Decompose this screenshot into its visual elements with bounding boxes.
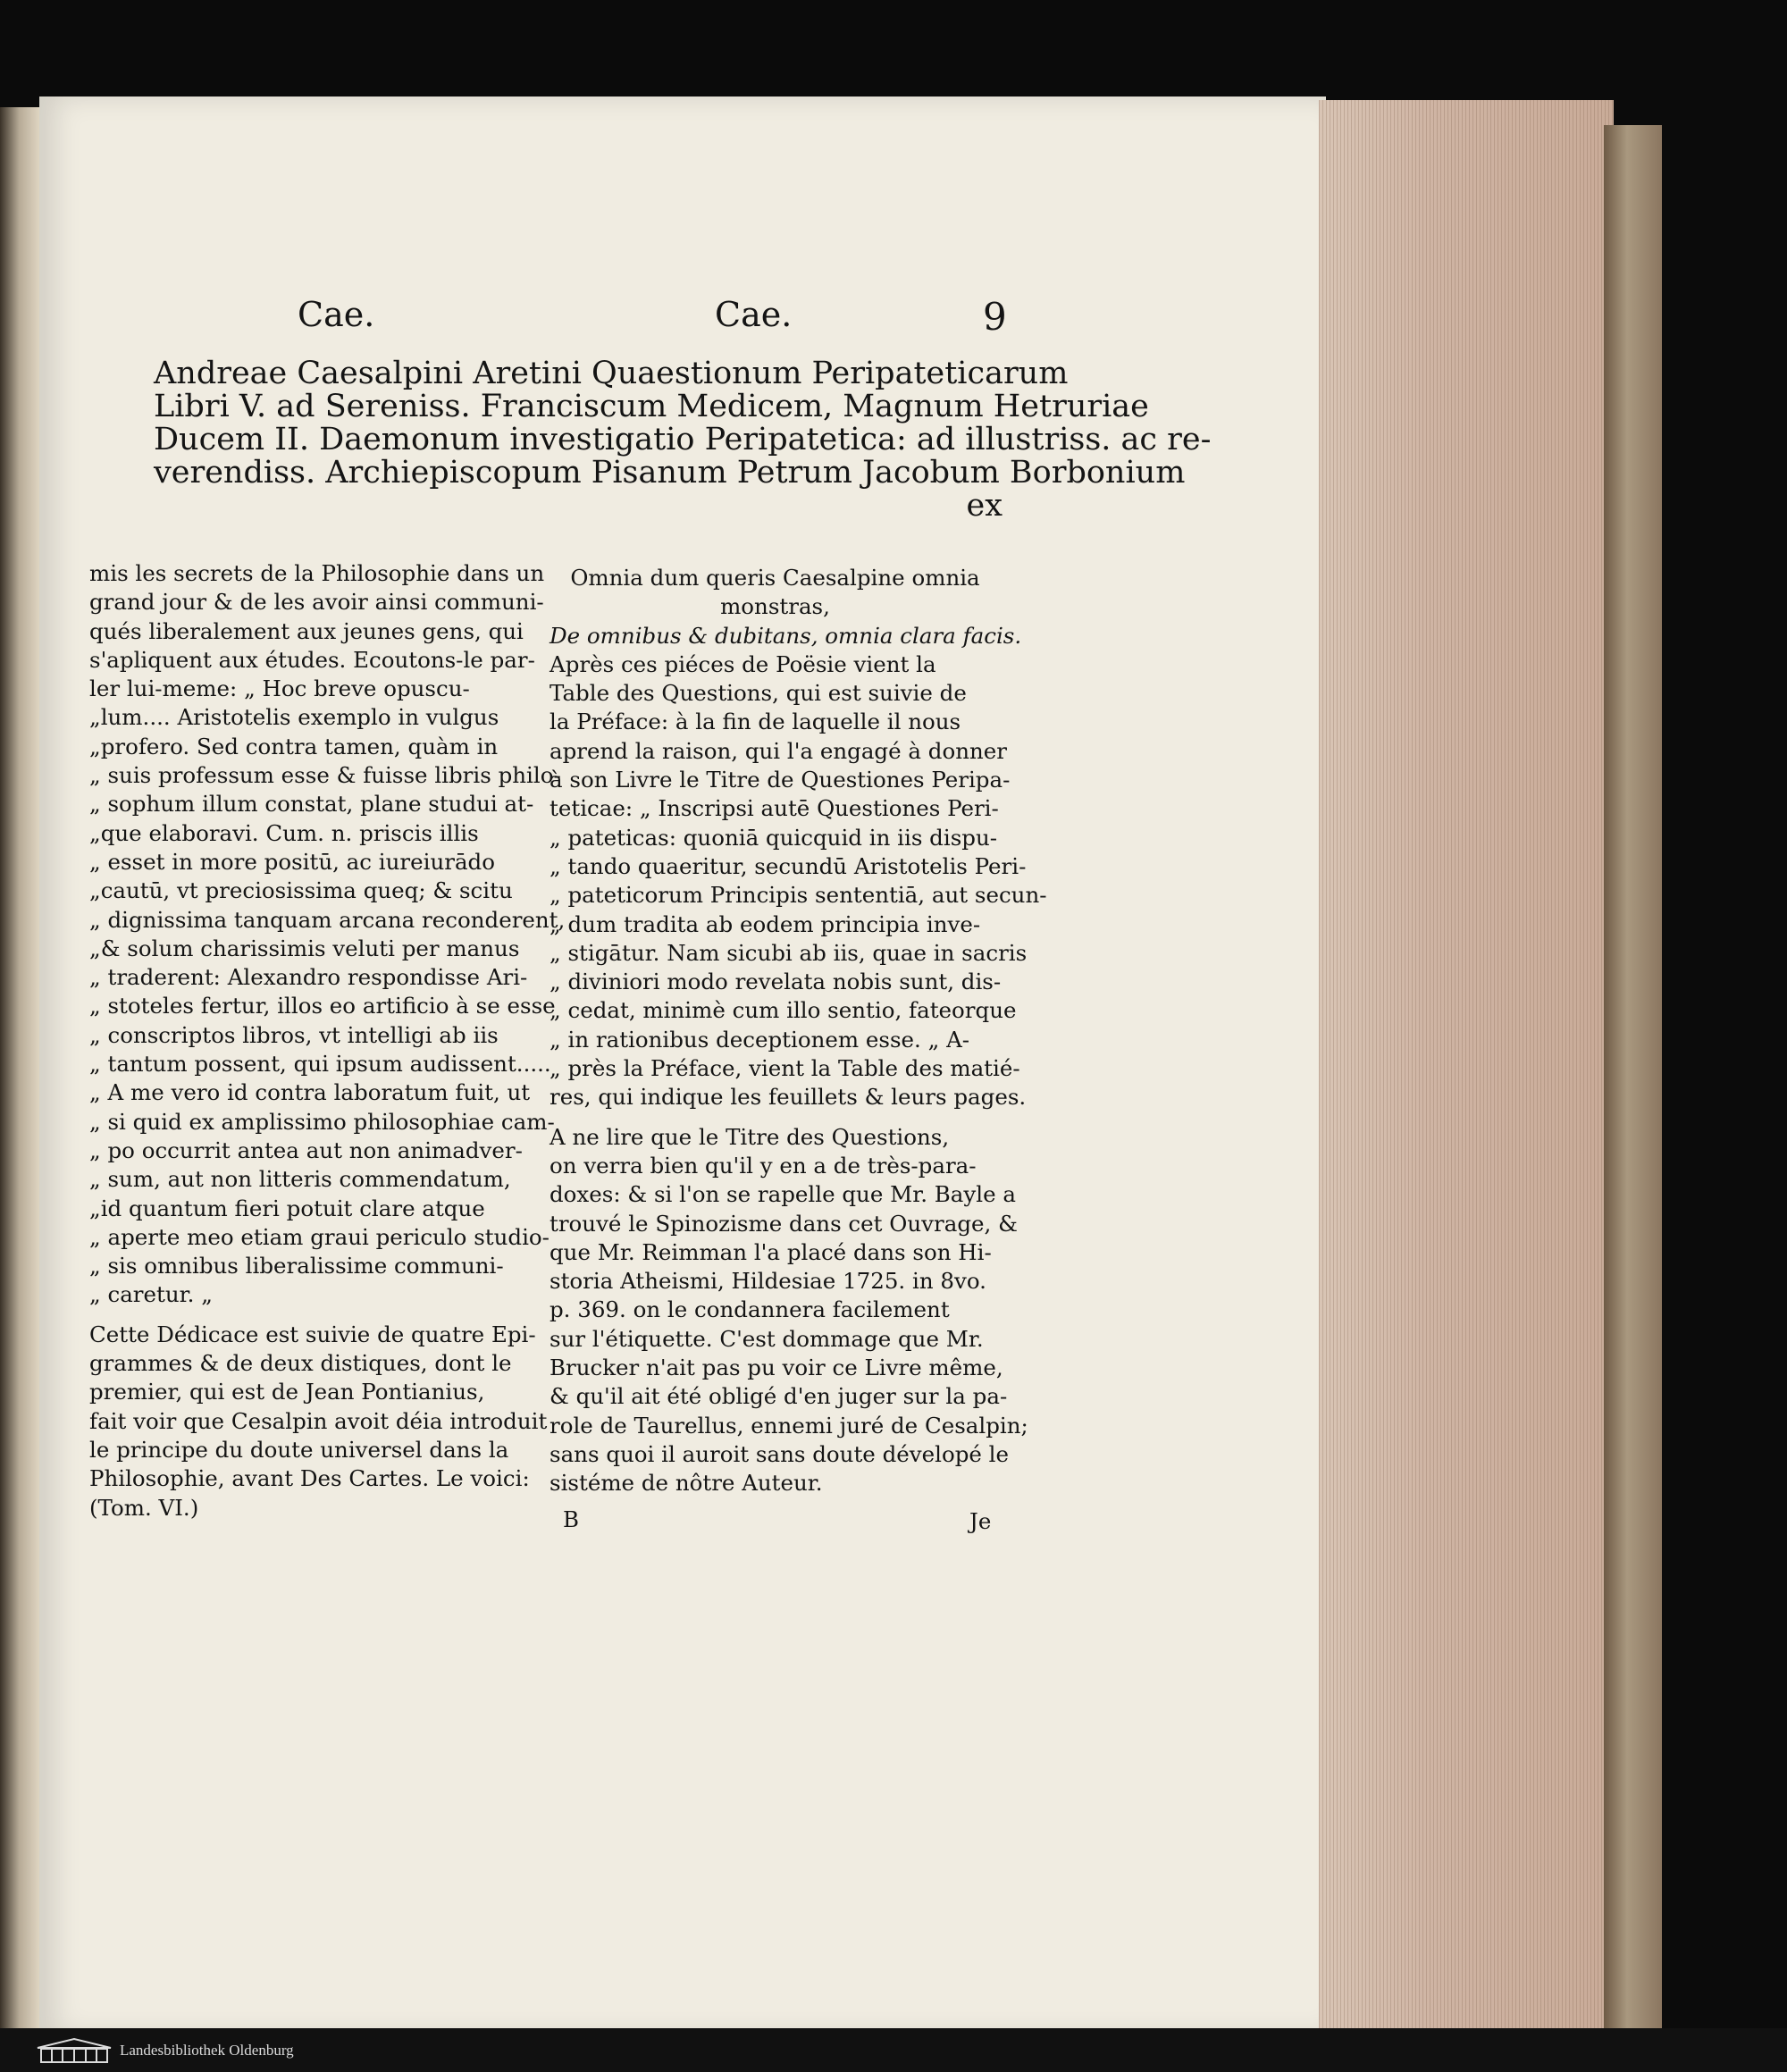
text-line: „ si quid ex amplissimo philosophiae cam-: [89, 1108, 555, 1135]
left-page-edge: [0, 107, 43, 2028]
text-line: „& solum charissimis veluti per manus: [89, 935, 520, 961]
text-line: p. 369. on le condannera facilement: [550, 1296, 950, 1323]
text-line: „ tantum possent, qui ipsum audissent.....: [89, 1051, 551, 1078]
epigram-line: Omnia dum queris Caesalpine omnia: [570, 565, 980, 591]
text-line: res, qui indique les feuillets & leurs pages.: [550, 1084, 1027, 1111]
text-line: „lum.... Aristotelis exemplo in vulgus: [89, 704, 499, 731]
text-line: „ pateticas: quoniā quicquid in iis dispu-: [550, 824, 998, 851]
text-line: trouvé le Spinozisme dans cet Ouvrage, &: [550, 1210, 1018, 1237]
footer-bar: [0, 2028, 1787, 2072]
text-line: „ tando quaeritur, secundū Aristotelis Peri-: [550, 852, 1027, 879]
text-line: & qu'il ait été obligé d'en juger sur la pa-: [550, 1383, 1008, 1410]
text-line: premier, qui est de Jean Pontianius,: [89, 1379, 485, 1405]
book-spine: [1604, 125, 1662, 2028]
text-line: „ po occurrit antea aut non animadver-: [89, 1137, 523, 1163]
text-line: „ dum tradita ab eodem principia inve-: [550, 910, 981, 937]
text-line: teticae: „ Inscripsi autē Questiones Peri-: [550, 795, 999, 822]
text-line: grammes & de deux distiques, dont le: [89, 1350, 512, 1377]
epigram-line: De omnibus & dubitans, omnia clara facis.: [550, 622, 1022, 649]
text-line: „ esset in more positū, ac iureiurādo: [89, 848, 495, 875]
book-title: [154, 356, 1212, 524]
text-line: „ stoteles fertur, illos eo artificio à se esse: [89, 993, 556, 1019]
title-line: Andreae Caesalpini Aretini Quaestionum Peripateticarum: [154, 356, 1069, 391]
page-block-edge: [1319, 100, 1614, 2028]
text-line: „cautū, vt preciosissima queq; & scitu: [89, 877, 513, 904]
text-line: „ stigātur. Nam sicubi ab iis, quae in sacris: [550, 939, 1028, 966]
text-line: à son Livre le Titre de Questiones Peripa-: [550, 767, 1011, 793]
title-line: verendiss. Archiepiscopum Pisanum Petrum Jacobum Borbonium: [154, 455, 1186, 491]
text-line: storia Atheismi, Hildesiae 1725. in 8vo.: [550, 1268, 986, 1295]
text-line: Après ces piéces de Poësie vient la: [550, 650, 936, 677]
text-line: „ pateticorum Principis sententiā, aut secun-: [550, 882, 1047, 909]
text-line: s'apliquent aux études. Ecoutons-le par-: [89, 646, 535, 673]
text-line: A ne lire que le Titre des Questions,: [550, 1123, 950, 1150]
text-line: Table des Questions, qui est suivie de: [550, 680, 967, 707]
text-line: „ près la Préface, vient la Table des matié-: [550, 1055, 1020, 1082]
epigram-line: monstras,: [720, 593, 830, 620]
text-line: Brucker n'ait pas pu voir ce Livre même,: [550, 1355, 1003, 1381]
running-head-center: Cae.: [715, 295, 793, 334]
text-line: qués liberalement aux jeunes gens, qui: [89, 617, 524, 644]
text-line: „profero. Sed contra tamen, quàm in: [89, 733, 499, 759]
signature-mark: (Tom. VI.): [89, 1494, 199, 1521]
text-line: Cette Dédicace est suivie de quatre Epi-: [89, 1321, 536, 1347]
text-line: „ aperte meo etiam graui periculo studio-: [89, 1223, 550, 1250]
text-line: sistéme de nôtre Auteur.: [550, 1470, 823, 1497]
page-number: 9: [983, 295, 1007, 339]
text-line: role de Taurellus, ennemi juré de Cesalpin;: [550, 1412, 1028, 1439]
text-line: la Préface: à la fin de laquelle il nous: [550, 709, 961, 735]
title-line: Libri V. ad Sereniss. Franciscum Medicem, Magnum Hetruriae: [154, 389, 1149, 424]
text-line: que Mr. Reimman l'a placé dans son Hi-: [550, 1238, 992, 1265]
signature-mark: B: [563, 1506, 580, 1532]
text-line: „ suis professum esse & fuisse libris philo-: [89, 762, 561, 789]
text-line: sur l'étiquette. C'est dommage que Mr.: [550, 1325, 984, 1352]
text-line: „ sis omnibus liberalissime communi-: [89, 1253, 504, 1279]
text-line: „id quantum fieri potuit clare atque: [89, 1195, 485, 1221]
text-line: le principe du doute universel dans la: [89, 1436, 509, 1463]
title-line: ex: [966, 488, 1003, 524]
title-line: Ducem II. Daemonum investigatio Peripatetica: ad illustriss. ac re-: [154, 422, 1212, 457]
library-name: Landesbibliothek Oldenburg: [120, 2041, 294, 2059]
text-line: ler lui-meme: „ Hoc breve opuscu-: [89, 675, 470, 702]
text-line: Philosophie, avant Des Cartes. Le voici:: [89, 1465, 530, 1492]
text-line: „ in rationibus deceptionem esse. „ A-: [550, 1026, 970, 1053]
text-line: fait voir que Cesalpin avoit déia introduit: [89, 1407, 548, 1434]
text-line: „ diviniori modo revelata nobis sunt, dis-: [550, 969, 1002, 995]
text-line: „ conscriptos libros, vt intelligi ab iis: [89, 1021, 499, 1048]
text-line: doxes: & si l'on se rapelle que Mr. Bayle a: [550, 1181, 1016, 1208]
left-column: [89, 559, 566, 1523]
text-line: aprend la raison, qui l'a engagé à donner: [550, 737, 1007, 764]
text-line: mis les secrets de la Philosophie dans un: [89, 560, 545, 586]
text-line: „ cedat, minimè cum illo sentio, fateorque: [550, 997, 1017, 1024]
text-line: „ dignissima tanquam arcana reconderent,: [89, 906, 566, 933]
text-line: sans quoi il auroit sans doute dévelopé le: [550, 1440, 1010, 1467]
catchword: Je: [969, 1507, 992, 1534]
signature-row: [550, 1498, 1001, 1534]
running-head-left: Cae.: [298, 295, 375, 334]
text-line: „ sum, aut non litteris commendatum,: [89, 1166, 511, 1193]
text-line: „ A me vero id contra laboratum fuit, ut: [89, 1079, 531, 1106]
library-building-icon: [36, 2037, 113, 2064]
right-column: [550, 564, 1047, 1534]
text-line: „ traderent: Alexandro respondisse Ari-: [89, 964, 528, 991]
text-line: „ caretur. „: [89, 1281, 213, 1308]
text-line: grand jour & de les avoir ainsi communi-: [89, 589, 544, 616]
text-line: on verra bien qu'il y en a de très-para-: [550, 1152, 977, 1179]
text-line: „que elaboravi. Cum. n. priscis illis: [89, 819, 479, 846]
text-line: „ sophum illum constat, plane studui at-: [89, 791, 534, 818]
